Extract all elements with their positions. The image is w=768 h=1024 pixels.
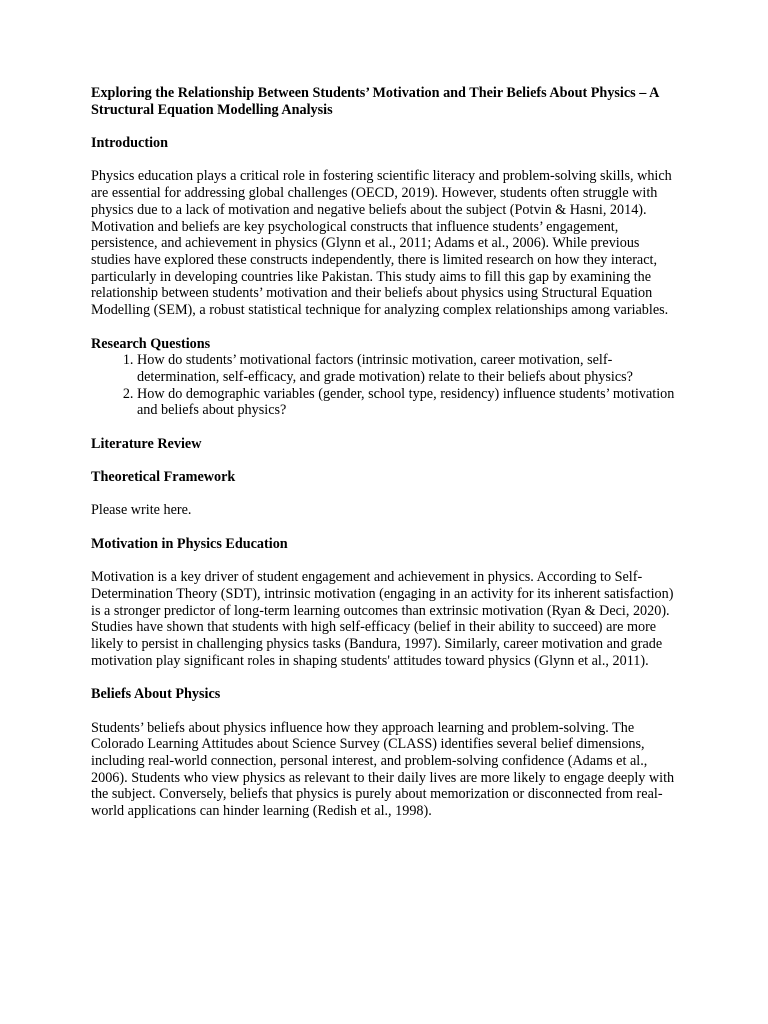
research-question-1: 1. How do students’ motivational factors (intrinsic motivation, career motivation, self-determination, self-efficacy, and grade motivation) relate to their beliefs about physics? [137,352,681,385]
heading-research-questions: Research Questions [91,335,211,352]
document-title: Exploring the Relationship Between Students’ Motivation and Their Beliefs About Physics – A Structural Equation Modelling Analysis [91,85,659,118]
research-questions-list [91,352,681,419]
paragraph-theoretical-framework: Please write here. [91,502,192,519]
paragraph-beliefs: Students’ beliefs about physics influence how they approach learning and problem-solving. The Colorado Learning Attitudes about Science Survey (CLASS) identifies several belief dimensions, including real-world connection, personal interest, and problem-solving confidence (Adams et al., 2006). Students who view physics as relevant to their daily lives are more likely to engage deeply with the subject. Conversely, beliefs that physics is purely about memorization or disconnected from real-world applications can hinder learning (Redish et al., 1998). [91,719,675,820]
heading-introduction: Introduction [91,135,168,152]
paragraph-introduction: Physics education plays a critical role in fostering scientific literacy and problem-solving skills, which are essential for addressing global challenges (OECD, 2019). However, students often struggle with physics due to a lack of motivation and negative beliefs about the subject (Potvin & Hasni, 2014). Motivation and beliefs are key psychological constructs that influence students’ engagement, persistence, and achievement in physics (Glynn et al., 2011; Adams et al., 2006). While previous studies have explored these constructs independently, there is limited research on how they interact, particularly in developing countries like Pakistan. This study aims to fill this gap by examining the relationship between students’ motivation and their beliefs about physics using Structural Equation Modelling (SEM), a robust statistical technique for analyzing complex relationships among variables. [91,168,672,319]
paragraph-motivation: Motivation is a key driver of student engagement and achievement in physics. According to Self-Determination Theory (SDT), intrinsic motivation (engaging in an activity for its inherent satisfaction) is a stronger predictor of long-term learning outcomes than extrinsic motivation (Ryan & Deci, 2020). Studies have shown that students with high self-efficacy (belief in their ability to succeed) are more likely to persist in challenging physics tasks (Bandura, 1997). Similarly, career motivation and grade motivation play significant roles in shaping students' attitudes toward physics (Glynn et al., 2011). [91,569,674,669]
heading-beliefs: Beliefs About Physics [91,686,221,703]
heading-motivation: Motivation in Physics Education [91,535,288,552]
heading-theoretical-framework: Theoretical Framework [91,469,236,486]
heading-literature-review: Literature Review [91,435,202,452]
research-question-2: 2. How do demographic variables (gender, school type, residency) influence students’ motivation and beliefs about physics? [137,386,681,419]
document-page [91,85,681,836]
